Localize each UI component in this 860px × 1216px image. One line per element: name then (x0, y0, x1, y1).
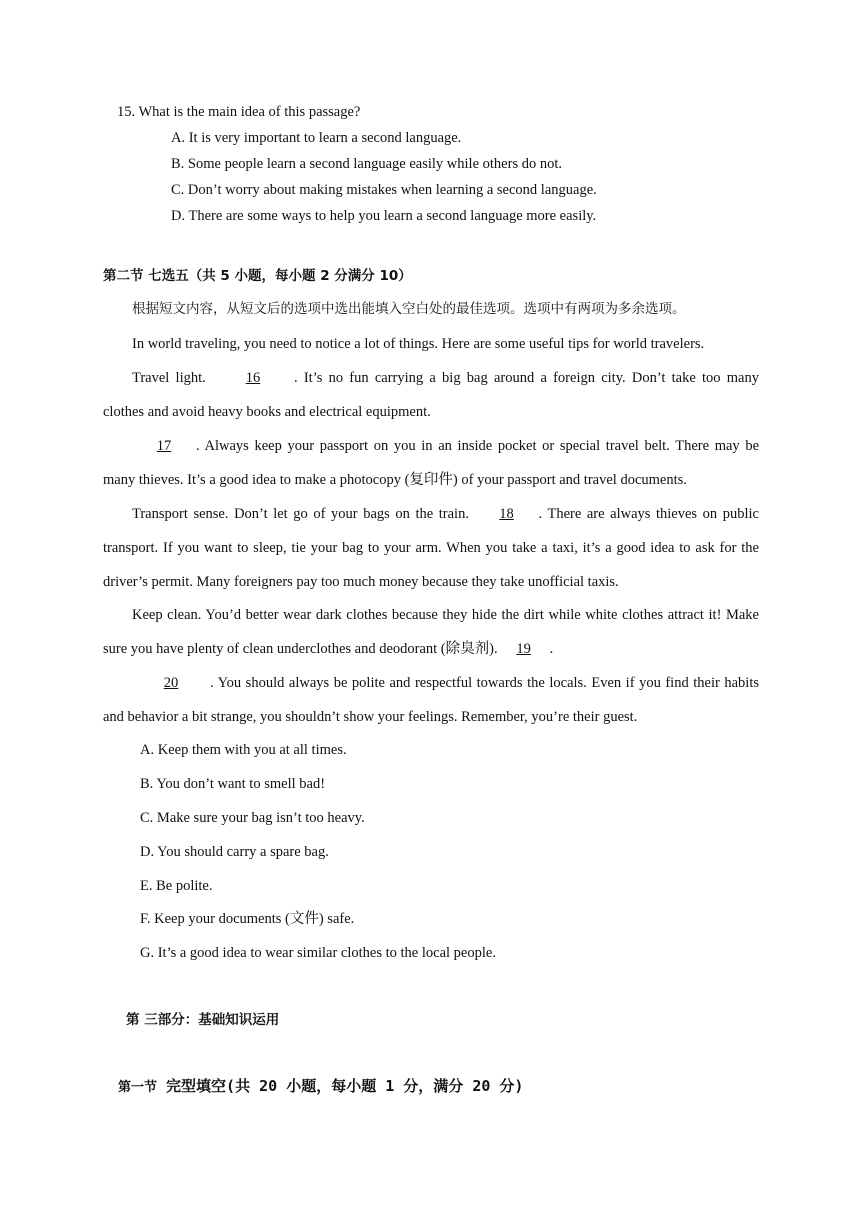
passage-intro (103, 327, 759, 361)
paragraph-4-start: Keep clean. You’d better wear dark clothes because they hide the dirt while white clothes attract it! Make sure you have plenty of clean underclothes and deodorant (除臭剂). (103, 607, 759, 657)
choice-e: E. Be polite. (140, 878, 213, 894)
blank-20: 20 (163, 675, 179, 691)
section-1-title: 完型填空(共 20 小题，每小题 1 分，满分 20 分) (166, 1077, 524, 1095)
instruction-text: 根据短文内容，从短文后的选项中选出能填入空白处的最佳选项。选项中有两项为多余选项。 (132, 301, 686, 317)
passage-paragraph-2 (103, 429, 759, 497)
paragraph-1-end: . It’s no fun carrying a big bag around a foreign city. Don’t take too many clothes and avoid heavy books and electrical equipment. (103, 370, 759, 420)
paragraph-3-end: . There are always thieves on public transport. If you want to sleep, tie your bag to your arm. When you take a taxi, it’s a good idea to ask for the driver’s permit. Many foreigners pay too much money because they take unofficial taxis. (103, 506, 759, 590)
question-15-option-d: D. There are some ways to help you learn a second language more easily. (171, 208, 597, 224)
passage-paragraph-1 (103, 361, 759, 429)
passage-paragraph-4 (103, 598, 759, 666)
paragraph-4-end: . (549, 641, 554, 657)
blank-18: 18 (499, 506, 514, 522)
paragraph-3-start: Transport sense. Don’t let go of your bags on the train. (132, 506, 475, 522)
choice-a: A. Keep them with you at all times. (140, 742, 347, 758)
blank-19: 19 (516, 641, 531, 657)
section-2-instruction (103, 292, 759, 326)
question-15-option-c: C. Don’t worry about making mistakes when learning a second language. (171, 182, 597, 198)
choice-b: B. You don’t want to smell bad! (140, 776, 326, 792)
passage-paragraph-3 (103, 497, 759, 599)
blank-16: 16 (245, 370, 261, 386)
choice-f: F. Keep your documents (文件) safe. (140, 911, 355, 927)
question-15-option-b: B. Some people learn a second language easily while others do not. (171, 156, 562, 172)
choice-d: D. You should carry a spare bag. (140, 844, 329, 860)
choice-c: C. Make sure your bag isn’t too heavy. (140, 810, 365, 826)
question-15-stem: 15. What is the main idea of this passage? (117, 104, 361, 120)
section-2-heading: 第二节 七选五（共 5 小题，每小题 2 分满分 10） (103, 268, 412, 284)
section-1-label: 第一节 (118, 1080, 158, 1095)
paragraph-1-start: Travel light. (132, 370, 212, 386)
part-3-heading: 第 三部分：基础知识运用 (126, 1012, 280, 1028)
choice-g: G. It’s a good idea to wear similar clothes to the local people. (140, 945, 496, 961)
intro-text: In world traveling, you need to notice a lot of things. Here are some useful tips for world travelers. (132, 336, 705, 352)
paragraph-2-end: . Always keep your passport on you in an inside pocket or special travel belt. There may be many thieves. It’s a good idea to make a photocopy (复印件) of your passport and travel documents. (103, 438, 759, 488)
paragraph-5-end: . You should always be polite and respectful towards the locals. Even if you find their habits and behavior a bit strange, you shouldn’t show your feelings. Remember, you’re their guest. (103, 675, 759, 725)
section-1-heading (118, 1077, 523, 1097)
blank-17: 17 (156, 438, 172, 454)
question-15-option-a: A. It is very important to learn a second language. (171, 130, 462, 146)
passage-paragraph-5 (103, 666, 759, 734)
